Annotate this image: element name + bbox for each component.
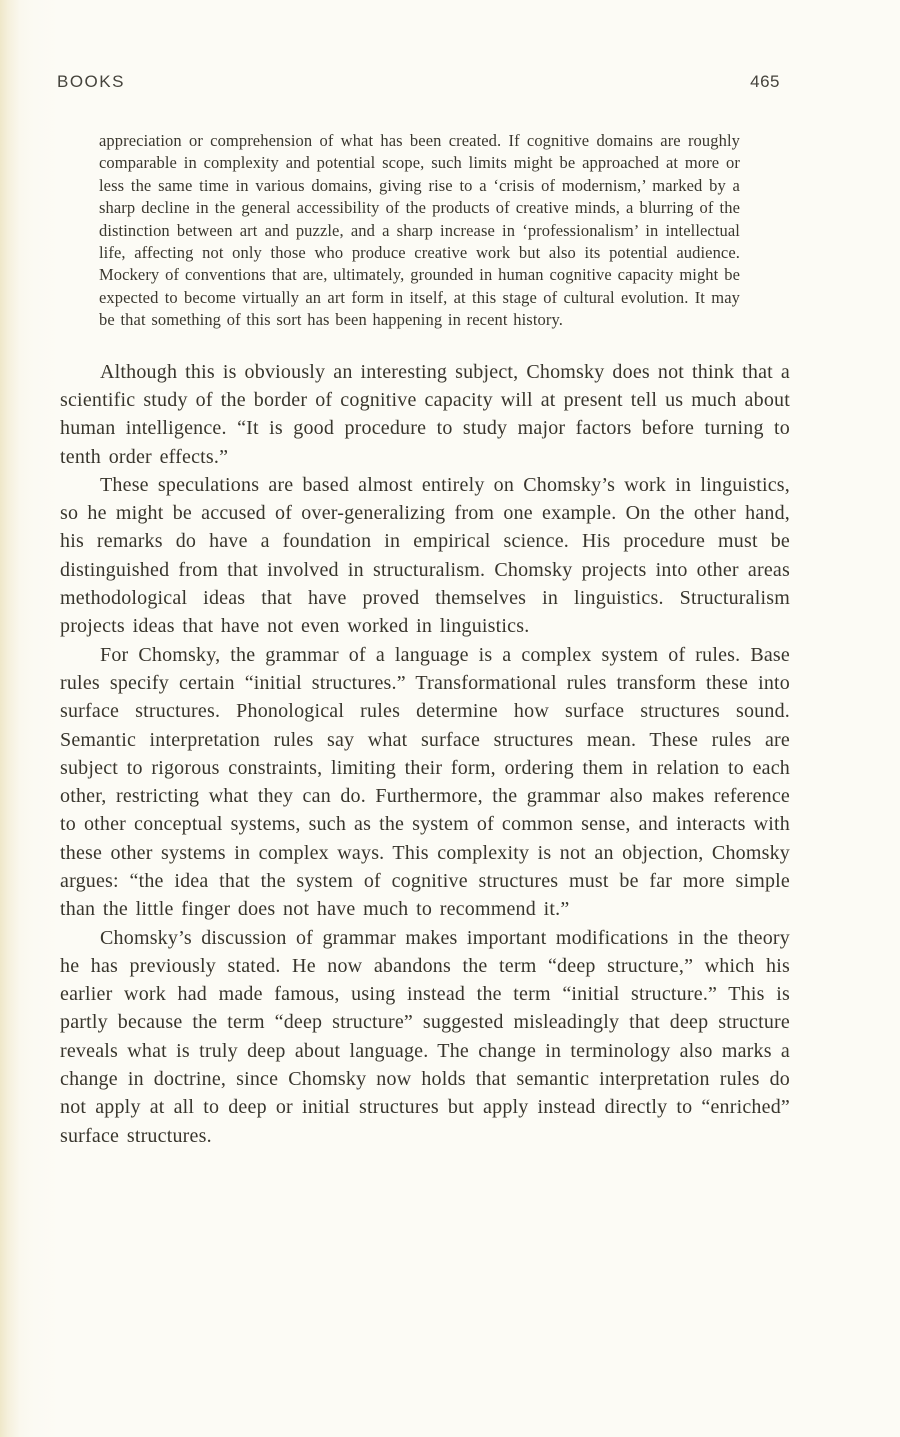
paragraph-3: For Chomsky, the grammar of a language is a complex system of rules. Base rules specify certain “initial structures.” Transformational rules transform these into surface structures. Phonological rules determine how surface structures sound. Semantic interpretation rules say what surface structures mean. These rules are subject to rigorous constraints, limiting their form, ordering them in relation to each other, restricting what they can do. Furthermore, the grammar also makes reference to other conceptual systems, such as the system of common sense, and interacts with these other systems in complex ways. This complexity is not an objection, Chomsky argues: “the idea that the system of cognitive structures must be far more simple than the little finger does not have much to recommend it.” bbox=[60, 643, 790, 921]
page-number: 465 bbox=[750, 72, 780, 91]
body-text bbox=[60, 358, 790, 1150]
page-header bbox=[0, 0, 900, 92]
paragraph-2: These speculations are based almost entirely on Chomsky’s work in linguistics, so he might be accused of over-generalizing from one example. On the other hand, his remarks do have a foundation in empirical science. His procedure must be distinguished from that involved in structuralism. Chomsky projects into other areas methodological ideas that have proved themselves in linguistics. Structuralism projects ideas that have not even worked in linguistics. bbox=[60, 473, 790, 638]
running-head-section: BOOKS bbox=[57, 72, 125, 91]
block-quote: appreciation or comprehension of what has been created. If cognitive domains are roughly comparable in complexity and potential scope, such limits might be approached at more or less the same time in various domains, giving rise to a ‘crisis of modernism,’ marked by a sharp decline in the general accessibility of the products of creative minds, a blurring of the distinction between art and puzzle, and a sharp increase in ‘professionalism’ in intellectual life, affecting not only those who produce creative work but also its potential audience. Mockery of conventions that are, ultimately, grounded in human cognitive capacity might be expected to become virtually an art form in itself, at this stage of cultural evolution. It may be that something of this sort has been happening in recent history. bbox=[99, 131, 740, 330]
paragraph-4: Chomsky’s discussion of grammar makes important modifications in the theory he has previously stated. He now abandons the term “deep structure,” which his earlier work had made famous, using instead the term “initial structure.” This is partly because the term “deep structure” suggested misleadingly that deep structure reveals what is truly deep about language. The change in terminology also marks a change in doctrine, since Chomsky now holds that semantic interpretation rules do not apply at all to deep or initial structures but apply instead directly to “enriched” surface structures. bbox=[60, 926, 790, 1147]
paragraph-1: Although this is obviously an interesting subject, Chomsky does not think that a scientific study of the border of cognitive capacity will at present tell us much about human intelligence. “It is good procedure to study major factors before turning to tenth order effects.” bbox=[60, 360, 790, 468]
